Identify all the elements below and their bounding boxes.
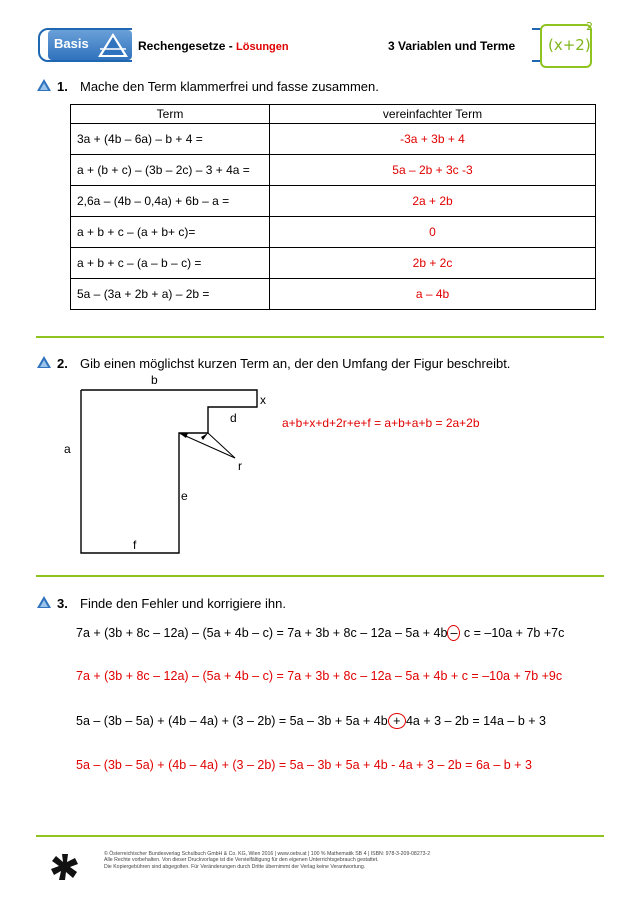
equation-1-correct: 7a + (3b + 8c – 12a) – (5a + 4b – c) = 7a + 3b + 8c – 12a – 5a + 4b + c = –10a + 7b +9c	[76, 669, 563, 683]
table-row	[71, 186, 596, 217]
error-circle: –	[447, 625, 460, 641]
task2-answer: a+b+x+d+2r+e+f = a+b+a+b = 2a+2b	[282, 416, 480, 430]
solution-cell: 2b + 2c	[270, 248, 596, 279]
section-divider	[36, 336, 604, 338]
task3-number: 3.	[57, 596, 68, 611]
solution-cell: a – 4b	[270, 279, 596, 310]
task-pyramid-icon	[36, 355, 52, 369]
label-x: x	[260, 393, 266, 407]
solution-cell: 0	[270, 217, 596, 248]
table-row	[71, 279, 596, 310]
label-r: r	[238, 459, 242, 473]
publisher-logo-icon	[50, 852, 80, 882]
table-row	[71, 248, 596, 279]
equation-1-wrong: 7a + (3b + 8c – 12a) – (5a + 4b – c) = 7a + 3b + 8c – 12a – 5a + 4b – c = –10a + 7b +7c	[76, 626, 565, 640]
task3-instruction: Finde den Fehler und korrigiere ihn.	[80, 596, 286, 611]
task1-instruction: Mache den Term klammerfrei und fasse zusammen.	[80, 79, 379, 94]
table-header-row	[71, 105, 596, 124]
solution-cell: 5a – 2b + 3c -3	[270, 155, 596, 186]
solution-cell: 2a + 2b	[270, 186, 596, 217]
section-divider	[36, 835, 604, 837]
col-header-simplified: vereinfachter Term	[270, 105, 596, 124]
task-pyramid-icon	[36, 595, 52, 609]
label-e: e	[181, 489, 188, 503]
solution-cell: -3a + 3b + 4	[270, 124, 596, 155]
label-d: d	[230, 411, 237, 425]
task-pyramid-icon	[36, 78, 52, 92]
chapter-title: 3 Variablen und Terme	[388, 39, 516, 53]
equation-2-correct: 5a – (3b – 5a) + (4b – 4a) + (3 – 2b) = 5a – 3b + 5a + 4b - 4a + 3 – 2b = 6a – b + 3	[76, 758, 532, 772]
task2-number: 2.	[57, 356, 68, 371]
label-a: a	[64, 442, 71, 456]
error-circle: +	[389, 714, 404, 728]
table-row	[71, 217, 596, 248]
table-row	[71, 155, 596, 186]
term-cell: 2,6a – (4b – 0,4a) + 6b – a =	[71, 186, 270, 217]
term-cell: 3a + (4b – 6a) – b + 4 =	[71, 124, 270, 155]
equation-2-wrong: 5a – (3b – 5a) + (4b – 4a) + (3 – 2b) = 5a – 3b + 5a + 4b + 4a + 3 – 2b = 14a – b + 3	[76, 714, 546, 728]
term-cell: a + (b + c) – (3b – 2c) – 3 + 4a =	[71, 155, 270, 186]
task2-instruction: Gib einen möglichst kurzen Term an, der den Umfang der Figur beschreibt.	[80, 356, 511, 371]
pyramid-icon	[96, 31, 130, 59]
label-b: b	[151, 373, 158, 387]
term-badge-text: (x+2)	[548, 36, 591, 54]
page-title: Rechengesetze - Lösungen	[138, 39, 289, 53]
term-table	[70, 104, 596, 310]
col-header-term: Term	[71, 105, 270, 124]
term-badge-exponent: 2	[586, 20, 593, 33]
term-cell: a + b + c – (a + b+ c)=	[71, 217, 270, 248]
table-row	[71, 124, 596, 155]
term-cell: 5a – (3a + 2b + a) – 2b =	[71, 279, 270, 310]
logo-text: Basis	[54, 36, 89, 51]
label-f: f	[133, 538, 137, 552]
term-cell: a + b + c – (a – b – c) =	[71, 248, 270, 279]
perimeter-figure	[60, 370, 280, 570]
section-divider	[36, 575, 604, 577]
footer-copyright: © Österreichischer Bundesverlag Schulbuch GmbH & Co. KG, Wien 2016 | www.oebv.at | 100 % Mathematik SB 4 | ISBN: 978-3-209-08273-2 Alle Rechte vorbehalten. Von dieser Druckvorlage ist die Vervielfältigung für den eigenen Unterrichtsgebrauch gestattet. Die Kopiergebühren sind abgegolten. Für Veränderungen durch Dritte übernimmt der Verlag keine Verantwortung.	[104, 851, 431, 870]
task1-number: 1.	[57, 79, 68, 94]
